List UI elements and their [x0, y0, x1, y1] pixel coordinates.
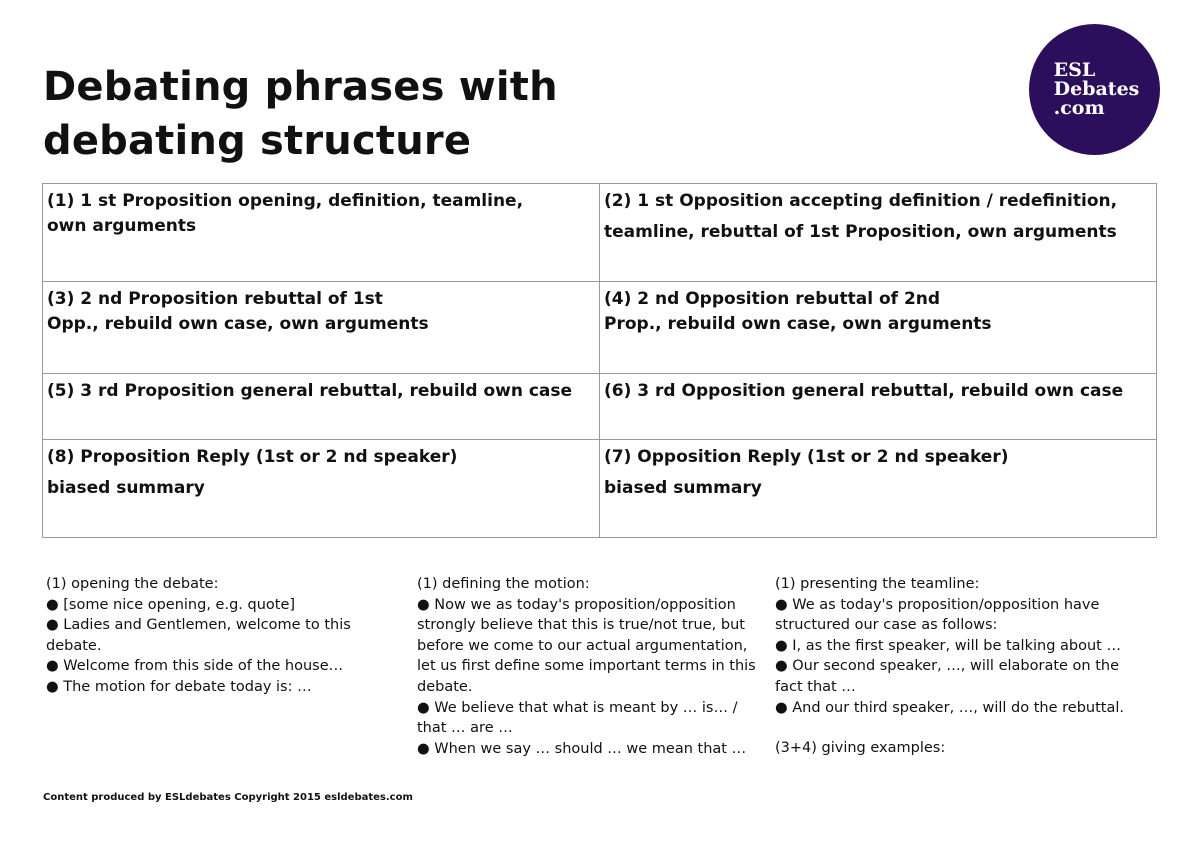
column-heading: (1) opening the debate:: [46, 576, 219, 592]
cell-line: (2) 1 st Opposition accepting definition / redefinition,: [604, 191, 1118, 211]
copyright-footer: Content produced by ESLdebates Copyright 2015 esldebates.com: [43, 792, 413, 803]
esl-debates-logo: [1029, 24, 1160, 155]
cell-line: teamline, rebuttal of 1st Proposition, own arguments: [604, 222, 1117, 242]
cell-line: Opp., rebuild own case, own arguments: [47, 314, 429, 334]
column-opening-debate: [46, 574, 408, 759]
cell-line: biased summary: [604, 478, 762, 498]
list-item: ● I, as the first speaker, will be talking about …: [775, 637, 1121, 654]
cell-line: (5) 3 rd Proposition general rebuttal, rebuild own case: [47, 381, 573, 401]
list-item: ● The motion for debate today is: …: [46, 678, 312, 695]
cell-line: (6) 3 rd Opposition general rebuttal, rebuild own case: [604, 381, 1124, 401]
logo-text: ESL Debates .com: [1053, 59, 1140, 119]
cell-line: (7) Opposition Reply (1st or 2 nd speaker): [604, 447, 1009, 467]
cell-line: (4) 2 nd Opposition rebuttal of 2nd: [604, 289, 941, 309]
list-item: ● When we say … should … we mean that …: [417, 740, 747, 757]
table-row: [43, 374, 1157, 440]
column-subheading: (3+4) giving examples:: [775, 740, 946, 757]
column-presenting-teamline: [775, 574, 1150, 759]
cell-line: (1) 1 st Proposition opening, definition, teamline,: [47, 191, 524, 211]
cell-line: (8) Proposition Reply (1st or 2 nd speaker): [47, 447, 458, 467]
table-cell-1st-opposition: [600, 184, 1157, 282]
list-item: ● Our second speaker, …, will elaborate on the fact that …: [775, 658, 1120, 695]
list-item: ● Ladies and Gentlemen, welcome to this debate.: [46, 617, 351, 654]
table-row: [43, 184, 1157, 282]
cell-line: (3) 2 nd Proposition rebuttal of 1st: [47, 289, 383, 309]
table-cell-3rd-proposition: [43, 374, 600, 440]
list-item: ● We believe that what is meant by … is… / that … are …: [417, 699, 738, 737]
table-cell-2nd-opposition: [600, 282, 1157, 374]
list-item: ● We as today's proposition/opposition have structured our case as follows:: [775, 596, 1100, 634]
page-title: Debating phrases with debating structure: [43, 64, 558, 164]
table-cell-3rd-opposition: [600, 374, 1157, 440]
table-cell-2nd-proposition: [43, 282, 600, 374]
cell-line: own arguments: [47, 216, 197, 236]
table-cell-opposition-reply: [600, 440, 1157, 538]
cell-line: biased summary: [47, 478, 205, 498]
debate-structure-table: [42, 183, 1157, 538]
table-row: [43, 282, 1157, 374]
table-cell-proposition-reply: [43, 440, 600, 538]
list-item: ● Now we as today's proposition/opposition strongly believe that this is true/not true, but before we come to our actual argumentation, let us first define some important terms in this debate.: [417, 596, 756, 695]
column-heading: (1) presenting the teamline:: [775, 576, 980, 592]
column-defining-motion: [417, 574, 765, 759]
phrase-columns: [46, 574, 1156, 759]
table-cell-1st-proposition: [43, 184, 600, 282]
cell-line: Prop., rebuild own case, own arguments: [604, 314, 992, 334]
list-item: ● And our third speaker, …, will do the rebuttal.: [775, 699, 1124, 716]
list-item: ● [some nice opening, e.g. quote]: [46, 596, 296, 613]
column-heading: (1) defining the motion:: [417, 576, 590, 592]
table-row: [43, 440, 1157, 538]
list-item: ● Welcome from this side of the house…: [46, 658, 344, 675]
